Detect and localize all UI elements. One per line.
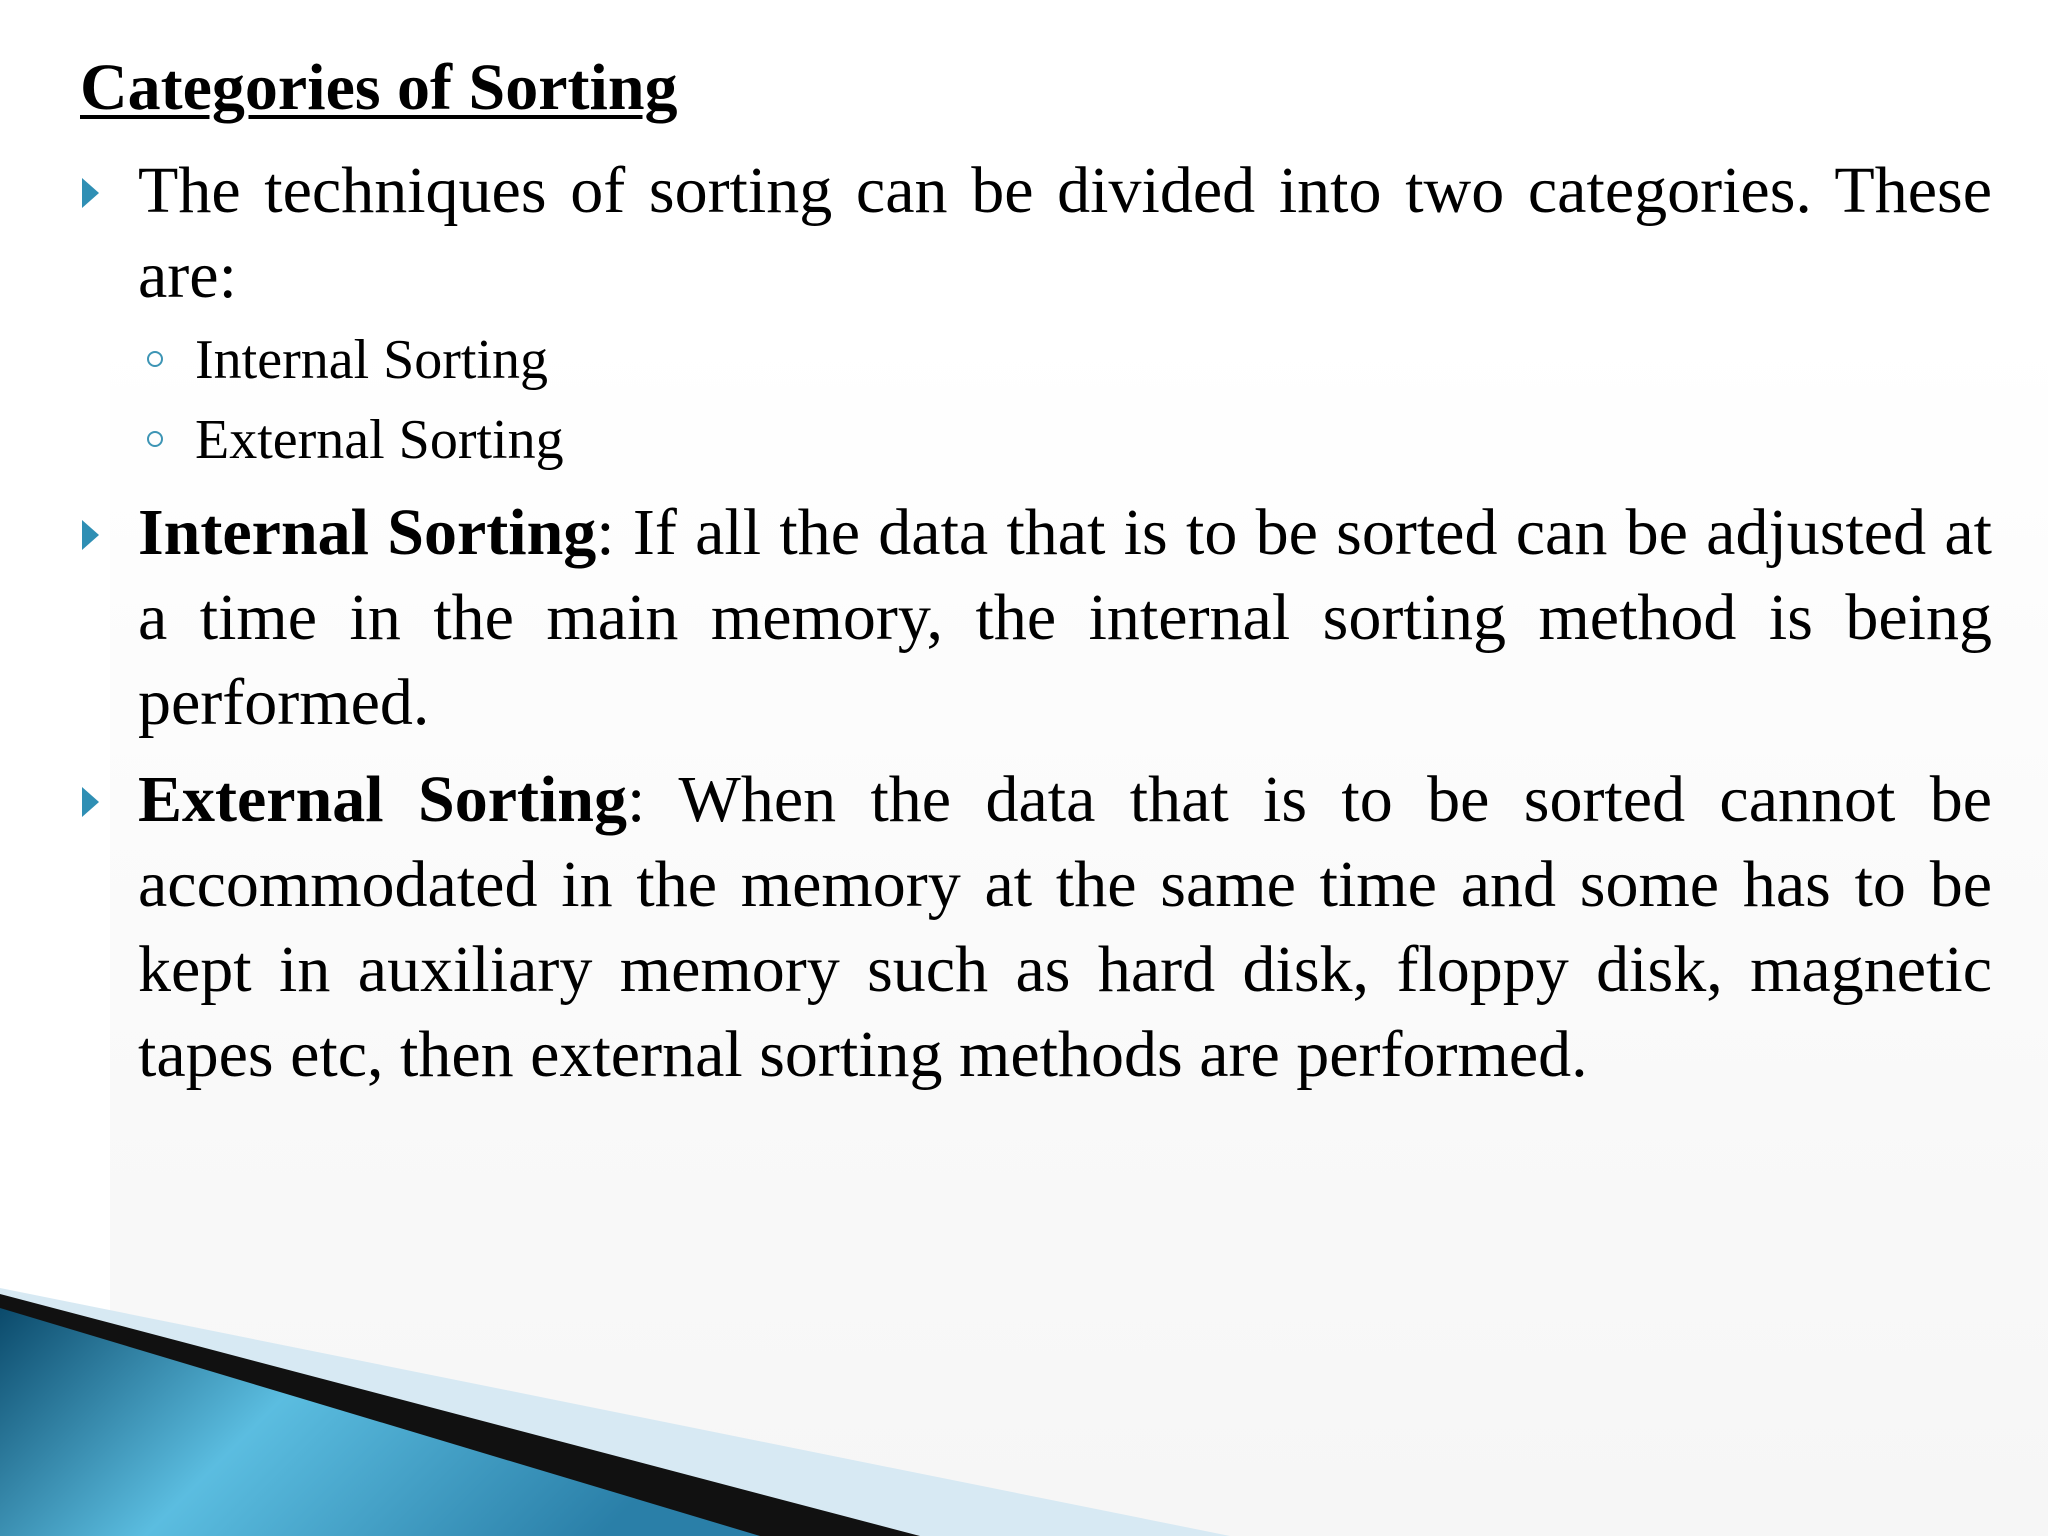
bullet-arrow-icon — [82, 520, 99, 550]
term-separator: : — [627, 763, 646, 836]
bullet-arrow-icon — [82, 787, 99, 817]
bullet-body-text: The techniques of sorting can be divided into two categories. These are: — [138, 154, 1992, 312]
hollow-circle-bullet-icon — [147, 351, 163, 367]
bullet-text — [138, 148, 1992, 318]
bullet-arrow-icon — [82, 178, 99, 208]
sub-item-label: External Sorting — [195, 409, 564, 471]
bold-term: External Sorting — [138, 763, 628, 836]
bullet-text — [138, 757, 1992, 1097]
term-separator: : — [596, 496, 615, 569]
bullet-body-text: If all the data that is to be sorted can be adjusted at a time in the main memory, the internal sorting method is being performed. — [138, 496, 1992, 739]
bold-term: Internal Sorting — [138, 496, 597, 569]
slide-title: Categories of Sorting — [80, 51, 678, 124]
sub-item-label: Internal Sorting — [195, 329, 549, 391]
bullet-text — [138, 490, 1992, 745]
bullet-body-text: When the data that is to be sorted cannot be accommodated in the memory at the same time and some has to be kept in auxiliary memory such as hard disk, floppy disk, magnetic tapes etc, then external sorting methods are performed. — [138, 763, 1992, 1091]
hollow-circle-bullet-icon — [147, 431, 163, 447]
